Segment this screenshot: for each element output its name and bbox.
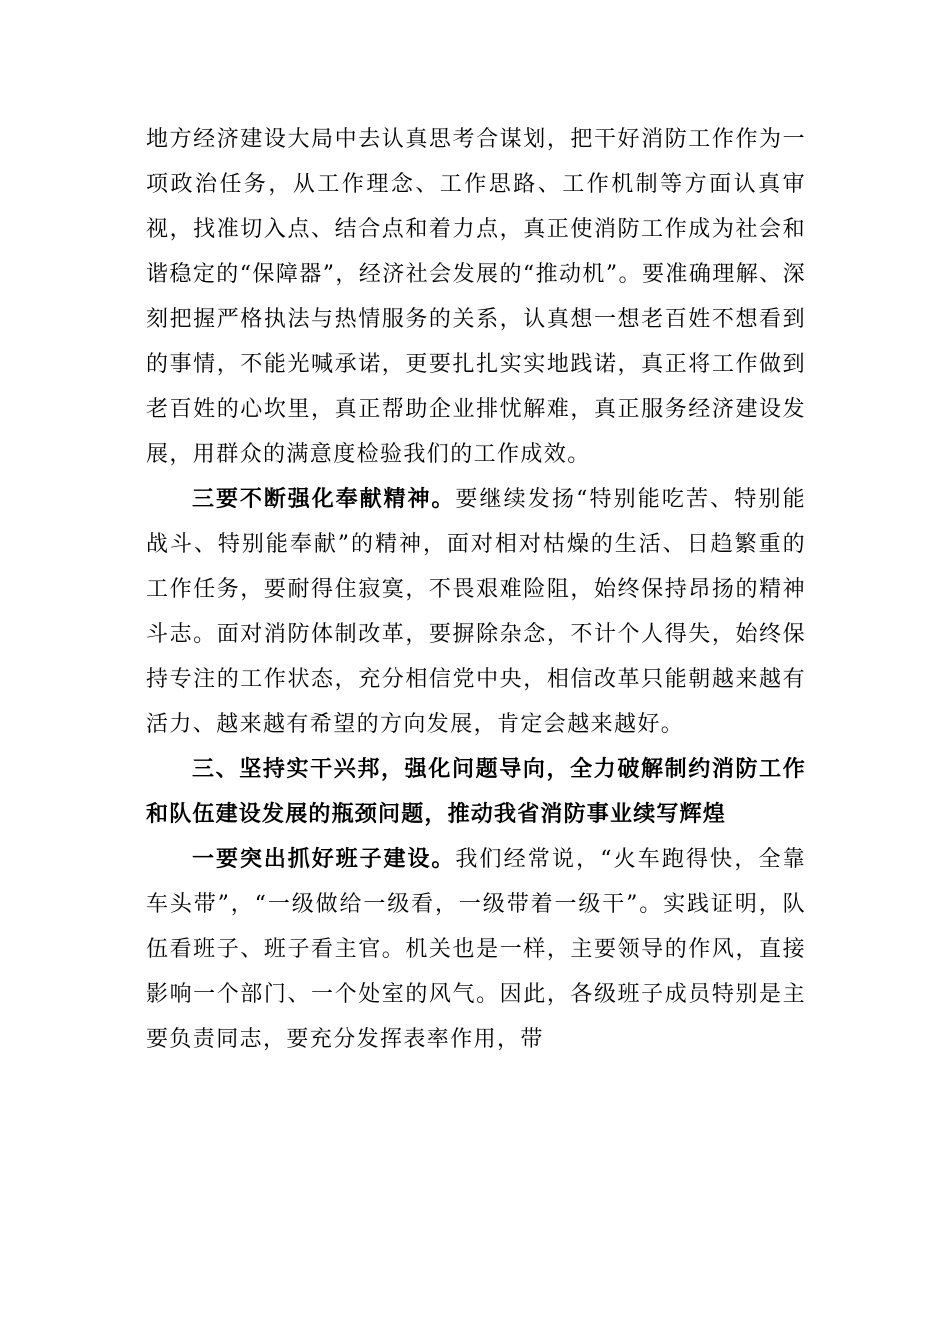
paragraph-1-text: 地方经济建设大局中去认真思考合谋划，把干好消防工作作为一项政治任务，从工作理念、工作思路、工作机制等方面认真审视，找准切入点、结合点和着力点，真正使消防工作成为社会和谐稳定的“保障器”，经济社会发展的“推动机”。要准确理解、深刻把握严格执法与热情服务的关系，认真想一想老百姓不想看到的事情，不能光喊承诺，更要扎扎实实地践诺，真正将工作做到老百姓的心坎里，真正帮助企业排忧解难，真正服务经济建设发展，用群众的满意度检验我们的工作成效。 [146,127,806,467]
body-paragraph-2 [146,477,806,747]
section-heading-text: 三、坚持实干兴邦，强化问题导向，全力破解制约消防工作和队伍建设发展的瓶颈问题，推动我省消防事业续写辉煌 [146,757,806,827]
paragraph-4-text: 我们经常说，“火车跑得快，全靠车头带”，“一级做给一级看，一级带着一级干”。实践证明，队伍看班子、班子看主官。机关也是一样，主要领导的作风，直接影响一个部门、一个处室的风气。因此，各级班子成员特别是主要负责同志，要充分发挥表率作用，带 [146,847,807,1052]
paragraph-2-text: 要继续发扬“特别能吃苦、特别能战斗、特别能奉献”的精神，面对相对枯燥的生活、日趋繁重的工作任务，要耐得住寂寞，不畏艰难险阻，始终保持昂扬的精神斗志。面对消防体制改革，要摒除杂念，不计个人得失，始终保持专注的工作状态，充分相信党中央，相信改革只能朝越来越有活力、越来越有希望的方向发展，肯定会越来越好。 [146,487,807,737]
paragraph-4-lead: 一要突出抓好班子建设。 [192,847,456,872]
body-paragraph-4 [146,837,806,1062]
document-page [146,117,806,1062]
body-paragraph-1 [146,117,806,477]
paragraph-2-lead: 三要不断强化奉献精神。 [192,487,456,512]
section-heading-3 [146,747,806,837]
